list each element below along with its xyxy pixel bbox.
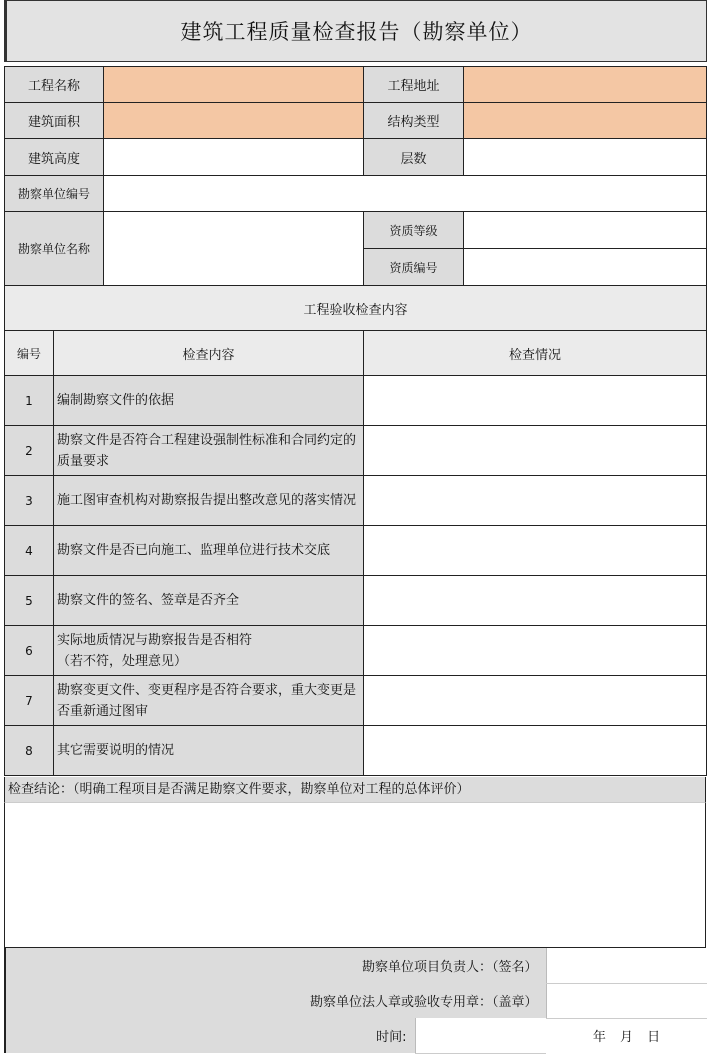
page-title-text: 建筑工程质量检查报告（勘察单位）: [180, 20, 533, 44]
building-area-label: 建筑面积: [5, 103, 104, 139]
signature-table: [4, 948, 707, 1054]
table-row: [5, 726, 707, 776]
unit-name-label: 勘察单位名称: [5, 212, 104, 286]
item-content-line: 其它需要说明的情况: [57, 743, 175, 758]
table-row: [5, 476, 707, 526]
item-content-line: 施工图审查机构对勘察报告提出整改意见的落实情况: [57, 493, 357, 508]
building-height-label: 建筑高度: [5, 139, 104, 176]
item-content-line: 勘察文件是否符合工程建设强制性标准和合同约定的: [57, 432, 357, 448]
item-number: 5: [5, 576, 54, 626]
table-row: [5, 526, 707, 576]
item-status-field[interactable]: [364, 626, 707, 676]
building-height-field[interactable]: [104, 139, 364, 176]
item-number: 3: [5, 476, 54, 526]
item-content: [54, 626, 364, 676]
item-content-line: 质量要求: [57, 453, 110, 469]
page-title: [4, 0, 707, 62]
project-lead-signature-label: 勘察单位项目负责人：（签名）: [5, 948, 546, 983]
column-header-number: 编号: [5, 331, 54, 376]
item-number: 4: [5, 526, 54, 576]
item-content-line: 实际地质情况与勘察报告是否相符: [57, 632, 253, 648]
legal-seal-label: 勘察单位法人章或验收专用章：（盖章）: [5, 983, 546, 1018]
report-table: [4, 66, 707, 776]
conclusion-label: 检查结论：（明确工程项目是否满足勘察文件要求，勘察单位对工程的总体评价）: [4, 777, 706, 803]
project-address-label: 工程地址: [364, 67, 464, 103]
legal-seal-field[interactable]: [546, 983, 707, 1018]
item-number: 8: [5, 726, 54, 776]
column-header-content: 检查内容: [54, 331, 364, 376]
item-status-field[interactable]: [364, 526, 707, 576]
column-header-status: 检查情况: [364, 331, 707, 376]
conclusion-field[interactable]: [4, 803, 706, 948]
item-content-line: 勘察文件是否已向施工、监理单位进行技术交底: [57, 543, 331, 558]
qualification-number-label: 资质编号: [364, 249, 464, 286]
item-content: [54, 726, 364, 776]
item-status-field[interactable]: [364, 676, 707, 726]
item-status-field[interactable]: [364, 476, 707, 526]
item-status-field[interactable]: [364, 576, 707, 626]
item-content: [54, 376, 364, 426]
structure-type-label: 结构类型: [364, 103, 464, 139]
item-content: [54, 676, 364, 726]
table-row: [5, 426, 707, 476]
item-content-line: 否重新通过图审: [57, 703, 149, 719]
item-status-field[interactable]: [364, 426, 707, 476]
item-number: 7: [5, 676, 54, 726]
unit-name-field[interactable]: [104, 212, 364, 286]
unit-code-label: 勘察单位编号: [5, 176, 104, 212]
qualification-level-field[interactable]: [464, 212, 707, 249]
floors-label: 层数: [364, 139, 464, 176]
table-row: [5, 576, 707, 626]
item-number: 2: [5, 426, 54, 476]
item-content: [54, 526, 364, 576]
item-content: [54, 426, 364, 476]
date-placeholder: 年 月 日: [546, 1018, 707, 1053]
qualification-level-label: 资质等级: [364, 212, 464, 249]
building-area-field[interactable]: [104, 103, 364, 139]
floors-field[interactable]: [464, 139, 707, 176]
project-lead-signature-field[interactable]: [546, 948, 707, 983]
item-content-line: 勘察文件的签名、签章是否齐全: [57, 593, 240, 608]
table-row: [5, 626, 707, 676]
unit-code-field[interactable]: [104, 176, 707, 212]
item-content: [54, 476, 364, 526]
item-content-line: 编制勘察文件的依据: [57, 393, 175, 408]
project-name-label: 工程名称: [5, 67, 104, 103]
item-content-line: （若不符，处理意见）: [57, 653, 188, 669]
item-status-field[interactable]: [364, 726, 707, 776]
item-content: [54, 576, 364, 626]
project-address-field[interactable]: [464, 67, 707, 103]
time-label: 时间:: [5, 1018, 415, 1053]
time-field[interactable]: [415, 1018, 546, 1053]
item-number: 1: [5, 376, 54, 426]
section-title: 工程验收检查内容: [5, 286, 707, 331]
item-status-field[interactable]: [364, 376, 707, 426]
table-row: [5, 676, 707, 726]
qualification-number-field[interactable]: [464, 249, 707, 286]
table-row: [5, 376, 707, 426]
item-content-line: 勘察变更文件、变更程序是否符合要求，重大变更是: [57, 682, 357, 698]
structure-type-field[interactable]: [464, 103, 707, 139]
project-name-field[interactable]: [104, 67, 364, 103]
item-number: 6: [5, 626, 54, 676]
